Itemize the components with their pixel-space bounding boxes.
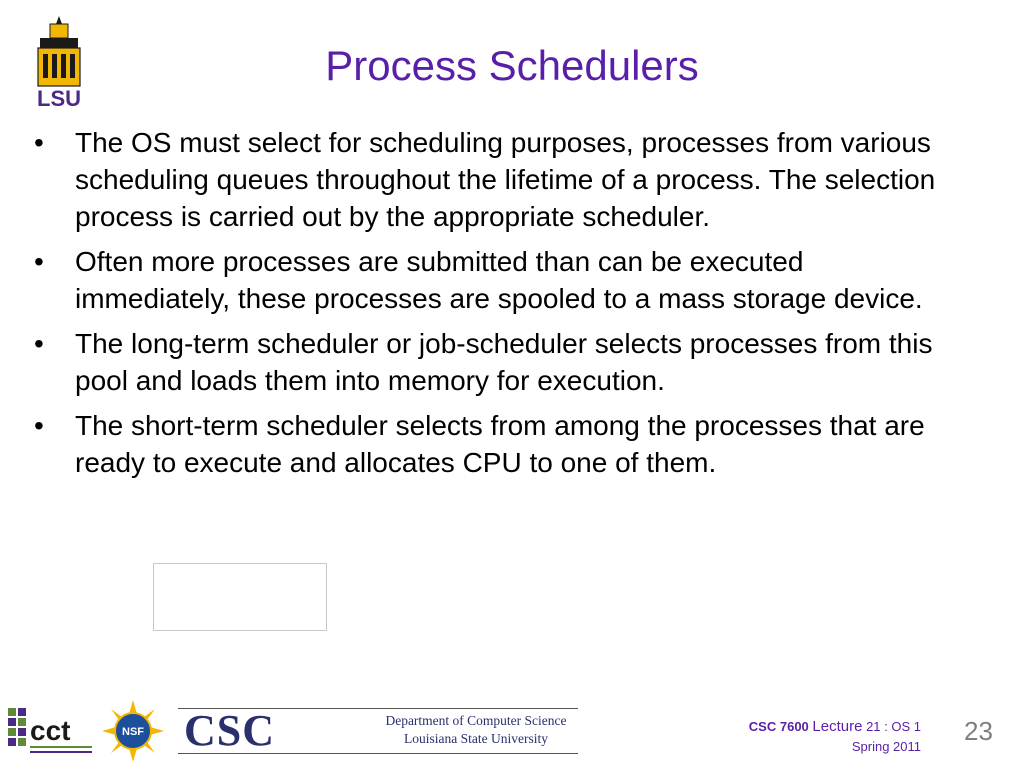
university-name: Louisiana State University xyxy=(404,731,548,746)
nsf-logo-text: NSF xyxy=(122,726,144,738)
bullet-text: The OS must select for scheduling purposes, processes from various scheduling queues throughout the lifetime of a process. The selection process is carried out by the appropriate scheduler. xyxy=(75,127,936,232)
lecture-line xyxy=(749,717,921,737)
department-name: Department of Computer Science xyxy=(385,713,567,728)
bullet-item xyxy=(30,243,950,317)
bullet-item xyxy=(30,325,950,399)
course-code: CSC 7600 xyxy=(748,719,809,734)
bullet-marker: • xyxy=(34,127,44,158)
bullet-list xyxy=(30,124,950,489)
csc-mark: CSC xyxy=(184,706,276,755)
lecture-number: 21 : OS 1 xyxy=(866,719,921,734)
bullet-text: Often more processes are submitted than can be executed immediately, these processes are spooled to a mass storage device. xyxy=(75,246,923,314)
lecture-word: Lecture xyxy=(812,718,863,735)
cct-logo xyxy=(8,706,94,758)
bullet-text: The short-term scheduler selects from among the processes that are ready to execute and allocates CPU to one of them. xyxy=(75,410,925,478)
csc-department-banner xyxy=(178,708,578,754)
lsu-logo-text: LSU xyxy=(37,86,81,108)
bullet-item xyxy=(30,407,950,481)
bullet-item xyxy=(30,124,950,235)
lecture-info xyxy=(749,717,921,757)
cct-logo-text: cct xyxy=(30,715,71,746)
bullet-marker: • xyxy=(34,246,44,277)
bullet-marker: • xyxy=(34,410,44,441)
selection-box xyxy=(153,563,327,631)
term: Spring 2011 xyxy=(851,739,921,754)
bullet-marker: • xyxy=(34,328,44,359)
slide-number: 23 xyxy=(964,716,993,746)
nsf-logo xyxy=(102,700,164,762)
bullet-text: The long-term scheduler or job-scheduler selects processes from this pool and loads them into memory for execution. xyxy=(75,328,933,396)
slide-title: Process Schedulers xyxy=(325,42,699,89)
